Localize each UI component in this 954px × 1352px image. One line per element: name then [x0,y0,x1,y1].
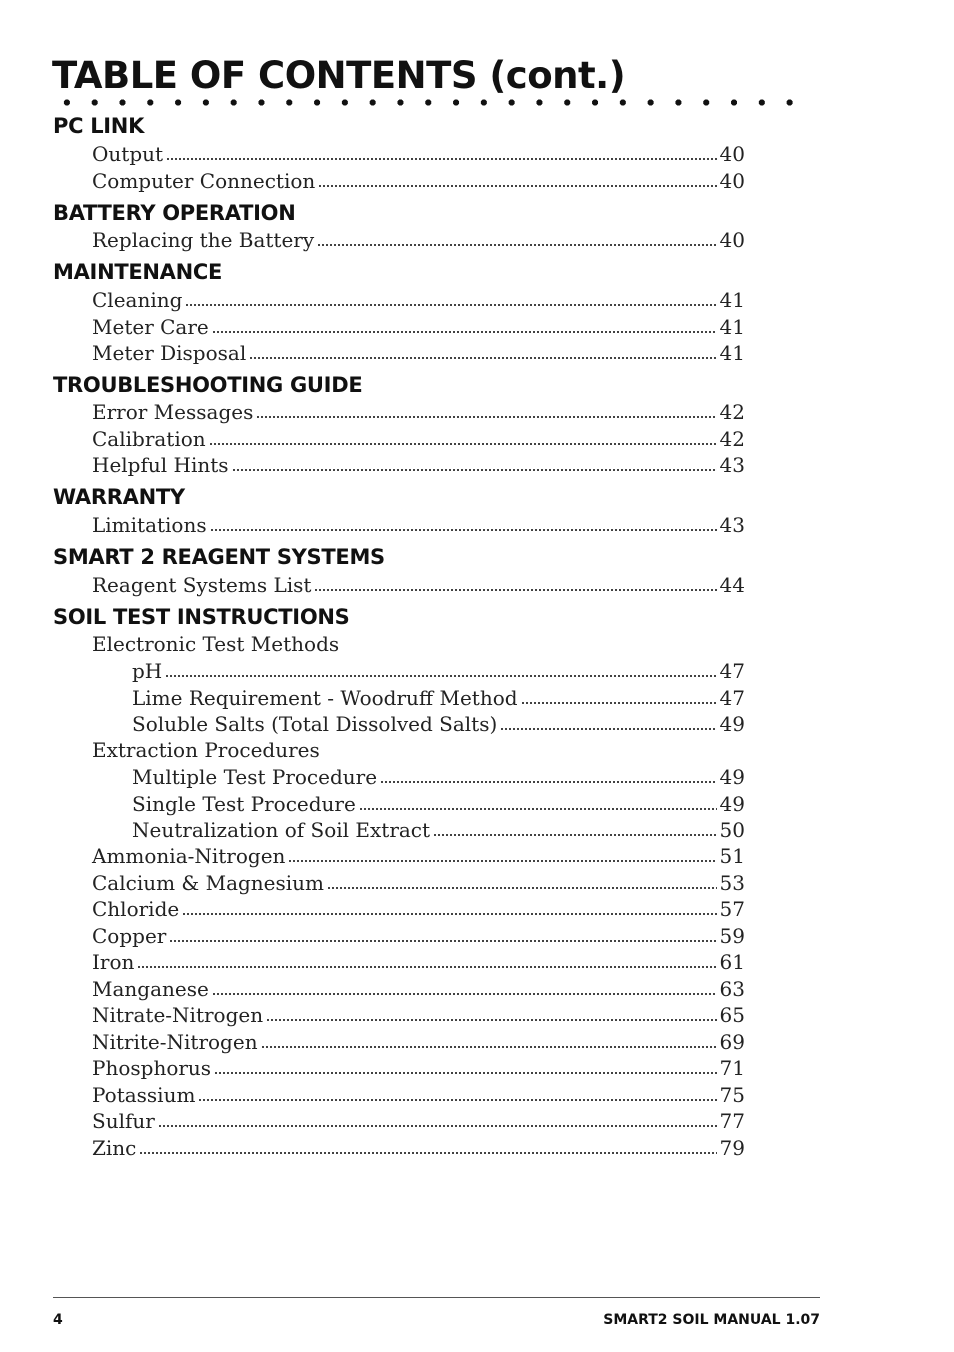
toc-entry-page: 47 [719,659,745,683]
toc-entry-page: 65 [719,1003,745,1027]
dot-leader [198,1099,716,1101]
toc-entry-page: 43 [719,513,745,537]
toc-entry-label: Calibration [92,426,206,451]
toc-entry-page: 63 [719,976,745,1001]
footer-manual-name: SMART2 SOIL MANUAL 1.07 [603,1312,820,1328]
toc-entry[interactable] [132,710,745,738]
dot-leader [521,702,717,704]
toc-entry[interactable] [92,1134,745,1162]
toc-entry-label: Potassium [92,1082,196,1107]
toc-entry-label: pH [132,659,163,683]
toc-entry-page: 43 [719,453,745,477]
toc-entry-page: 49 [719,712,745,736]
toc-entry-page: 77 [719,1109,745,1133]
toc-entry-label: Nitrate-Nitrogen [92,1003,264,1027]
toc-entry-label: Output [92,142,164,166]
toc-entry-label: Lime Requirement - Woodruff Method [132,685,518,710]
toc-entry-label: Nitrite-Nitrogen [92,1029,258,1054]
section-heading: SMART 2 REAGENT SYSTEMS [53,545,385,569]
toc-entry-page: 75 [719,1082,745,1107]
section-heading: MAINTENANCE [53,260,223,284]
toc-entry-page: 40 [719,142,745,166]
toc-entry-page: 40 [719,228,745,252]
toc-entry-label: Replacing the Battery [92,228,315,252]
toc-entry-label: Limitations [92,513,207,537]
toc-entry[interactable] [92,948,745,976]
dot-leader [214,1072,716,1074]
dot-leader [209,443,717,445]
page-title: TABLE OF CONTENTS (cont.) [52,54,626,97]
toc-entry-label: Helpful Hints [92,453,229,477]
toc-entry-page: 42 [719,400,745,424]
toc-entry-page: 41 [719,314,745,339]
toc-entry[interactable] [92,1081,745,1109]
toc-entry-page: 47 [719,685,745,710]
dot-leader [137,966,716,968]
dot-leader [327,887,717,889]
toc-entry[interactable] [92,140,745,168]
section-heading: SOIL TEST INSTRUCTIONS [53,605,350,629]
toc-entry-label: Calcium & Magnesium [92,870,325,895]
dot-leader [318,185,716,187]
toc-entry-page: 71 [719,1056,745,1080]
dot-leader [433,834,717,836]
dot-leader [359,808,717,810]
dot-leader [232,469,717,471]
toc-entry[interactable] [92,339,745,367]
section-heading: TROUBLESHOOTING GUIDE [53,373,363,397]
toc-entry-page: 50 [719,818,745,842]
toc-entry-label: Soluble Salts (Total Dissolved Salts) [132,712,498,736]
toc-entry[interactable] [132,684,745,712]
dot-leader [166,158,717,160]
toc-entry-label: Single Test Procedure [132,791,356,816]
toc-entry-label: Reagent Systems List [92,573,312,597]
toc-entry-page: 44 [719,573,745,597]
dot-leader [380,781,717,783]
toc-entry-label: Multiple Test Procedure [132,765,378,789]
toc-entry-label: Phosphorus [92,1056,212,1080]
toc-entry-page: 40 [719,168,745,193]
section-heading: BATTERY OPERATION [53,201,296,225]
toc-entry[interactable] [92,1001,745,1029]
toc-entry-page: 69 [719,1029,745,1054]
subsection-heading: Extraction Procedures [92,738,320,762]
toc-entry-label: Error Messages [92,400,254,424]
toc-entry[interactable] [92,425,745,453]
toc-entry[interactable] [92,895,745,923]
dot-leader [158,1125,717,1127]
dot-leader [314,589,716,591]
toc-entry[interactable] [92,226,745,254]
toc-entry[interactable] [92,286,745,314]
toc-entry[interactable] [92,313,745,341]
toc-entry-label: Chloride [92,897,180,921]
toc-entry-label: Sulfur [92,1109,155,1133]
toc-entry[interactable] [92,511,745,539]
toc-entry-page: 59 [719,923,745,948]
toc-entry-label: Computer Connection [92,168,316,193]
toc-entry-page: 49 [719,791,745,816]
subsection-heading: Electronic Test Methods [92,632,340,656]
dot-leader [182,913,716,915]
toc-entry[interactable] [92,869,745,897]
toc-entry[interactable] [92,1054,745,1082]
toc-entry[interactable] [92,167,745,195]
dot-leader [261,1046,717,1048]
dot-leader [185,304,716,306]
dot-leader [288,860,716,862]
dot-leader [500,728,716,730]
toc-entry-label: Iron [92,950,135,974]
footer-page-number: 4 [53,1312,63,1328]
toc-entry[interactable] [92,1107,745,1135]
toc-entry-page: 53 [719,870,745,895]
toc-entry-page: 49 [719,765,745,789]
dot-leader [249,357,716,359]
section-heading: PC LINK [53,114,145,138]
toc-entry[interactable] [92,922,745,950]
toc-entry[interactable] [132,816,745,844]
toc-entry-page: 57 [719,897,745,921]
dot-leader [256,416,716,418]
toc-entry-label: Manganese [92,976,209,1001]
toc-entry[interactable] [92,451,745,479]
toc-entry-label: Ammonia-Nitrogen [92,844,286,868]
toc-entry-label: Meter Disposal [92,341,247,365]
section-heading: WARRANTY [53,485,185,509]
dot-leader [210,529,717,531]
toc-entry-label: Meter Care [92,314,209,339]
footer-divider [53,1297,820,1298]
dot-leader [212,993,717,995]
toc-entry[interactable] [92,975,745,1003]
toc-entry[interactable] [92,398,745,426]
toc-entry[interactable] [132,790,745,818]
toc-entry-page: 51 [719,844,745,868]
dot-leader [266,1019,716,1021]
toc-entry-label: Copper [92,923,167,948]
dot-leader [317,244,716,246]
dot-leader [212,331,717,333]
toc-entry-page: 61 [719,950,745,974]
toc-entry-label: Zinc [92,1135,137,1160]
toc-entry-label: Cleaning [92,288,183,312]
toc-entry[interactable] [92,571,745,599]
toc-entry-page: 41 [719,341,745,365]
toc-entry-label: Neutralization of Soil Extract [132,818,431,842]
dot-leader [139,1152,716,1154]
dot-leader [169,940,716,942]
toc-entry[interactable] [132,763,745,791]
toc-entry[interactable] [92,1028,745,1056]
dot-leader [165,675,716,677]
toc-entry-page: 41 [719,288,745,312]
toc-entry[interactable] [132,657,745,685]
toc-entry-page: 42 [719,426,745,451]
toc-entry[interactable] [92,842,745,870]
toc-entry-page: 79 [719,1135,745,1160]
